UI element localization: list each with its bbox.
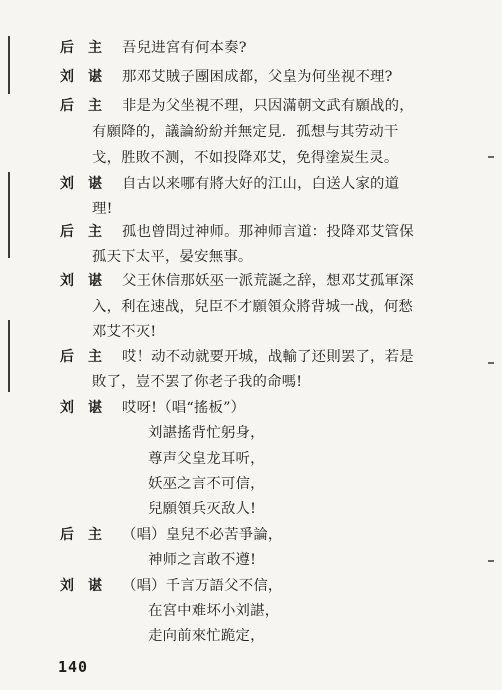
line-text: 兒願領兵灭敌人! [148, 501, 257, 517]
line-text: 吾兒进宮有何本奏? [122, 40, 247, 56]
speaker-name: 后主 [60, 349, 116, 365]
dialogue-line [0, 271, 502, 291]
speaker-name: 刘谌 [60, 273, 116, 289]
dialogue-line [0, 148, 502, 168]
line-text: 孤也曾問过神师。那神师言道：投降邓艾管保 [122, 224, 414, 240]
page-number: 140 [58, 658, 89, 676]
dialogue-line [0, 297, 502, 317]
line-text: 有願降的，議論紛紛并無定見．孤想与其劳动干 [92, 124, 399, 140]
dialogue-line [0, 525, 502, 545]
line-text: 妖巫之言不可信， [148, 476, 265, 492]
line-text: 那邓艾賊子團困成都，父皇为何坐视不理? [122, 69, 393, 85]
verse-line [0, 550, 502, 570]
dialogue-line [0, 372, 502, 392]
line-text: 孤天下太平，晏安無事。 [92, 249, 253, 265]
line-text: 戈，胜敗不测，不如投降邓艾，免得塗炭生灵。 [92, 150, 399, 166]
line-text: 尊声父皇龙耳听， [148, 451, 265, 467]
line-text: （唱）千言万語父不信， [122, 578, 283, 594]
dialogue-line [0, 222, 502, 242]
line-text: 理! [92, 201, 113, 217]
dialogue-line [0, 38, 502, 58]
line-text: 邓艾不灭! [92, 324, 157, 340]
line-text: 哎！动不动就要开城，战輸了还則罢了，若是 [122, 349, 414, 365]
line-text: 神师之言敢不遵! [148, 552, 257, 568]
dialogue-line [0, 347, 502, 367]
line-text: 自古以来哪有將大好的江山，白送人家的道 [122, 176, 400, 192]
verse-line [0, 423, 502, 443]
dialogue-line [0, 199, 502, 219]
speaker-name: 后主 [60, 40, 116, 56]
verse-line [0, 601, 502, 621]
speaker-name: 后主 [60, 224, 116, 240]
speaker-name: 后主 [60, 527, 116, 543]
dialogue-line [0, 576, 502, 596]
line-text: 敗了，豈不罢了你老子我的命嗎! [92, 374, 303, 390]
dialogue-line [0, 122, 502, 142]
dialogue-line [0, 67, 502, 87]
verse-line [0, 449, 502, 469]
line-text: 哎呀!（唱“搖板”） [122, 400, 246, 416]
dialogue-line [0, 322, 502, 342]
dialogue-line [0, 398, 502, 418]
verse-line [0, 626, 502, 646]
speaker-name: 刘谌 [60, 578, 116, 594]
line-text: 非是为父坐視不理，只因滿朝文武有願战的， [122, 98, 414, 114]
verse-line [0, 499, 502, 519]
line-text: （唱）皇兒不必苦爭論， [122, 527, 283, 543]
speaker-name: 刘谌 [60, 400, 116, 416]
dialogue-line [0, 96, 502, 116]
line-text: 在宮中难坏小刘諶， [148, 603, 280, 619]
line-text: 入，利在速战，兒臣不才願領众將背城一战，何愁 [92, 299, 413, 315]
dialogue-line [0, 174, 502, 194]
line-text: 父王休信那妖巫一派荒誕之辞，想邓艾孤軍深 [122, 273, 414, 289]
speaker-name: 刘谌 [60, 69, 116, 85]
line-text: 刘諶搖背忙躬身， [148, 425, 265, 441]
verse-line [0, 474, 502, 494]
line-text: 走向前來忙跪定， [148, 628, 265, 644]
speaker-name: 刘谌 [60, 176, 116, 192]
speaker-name: 后主 [60, 98, 116, 114]
dialogue-line [0, 247, 502, 267]
